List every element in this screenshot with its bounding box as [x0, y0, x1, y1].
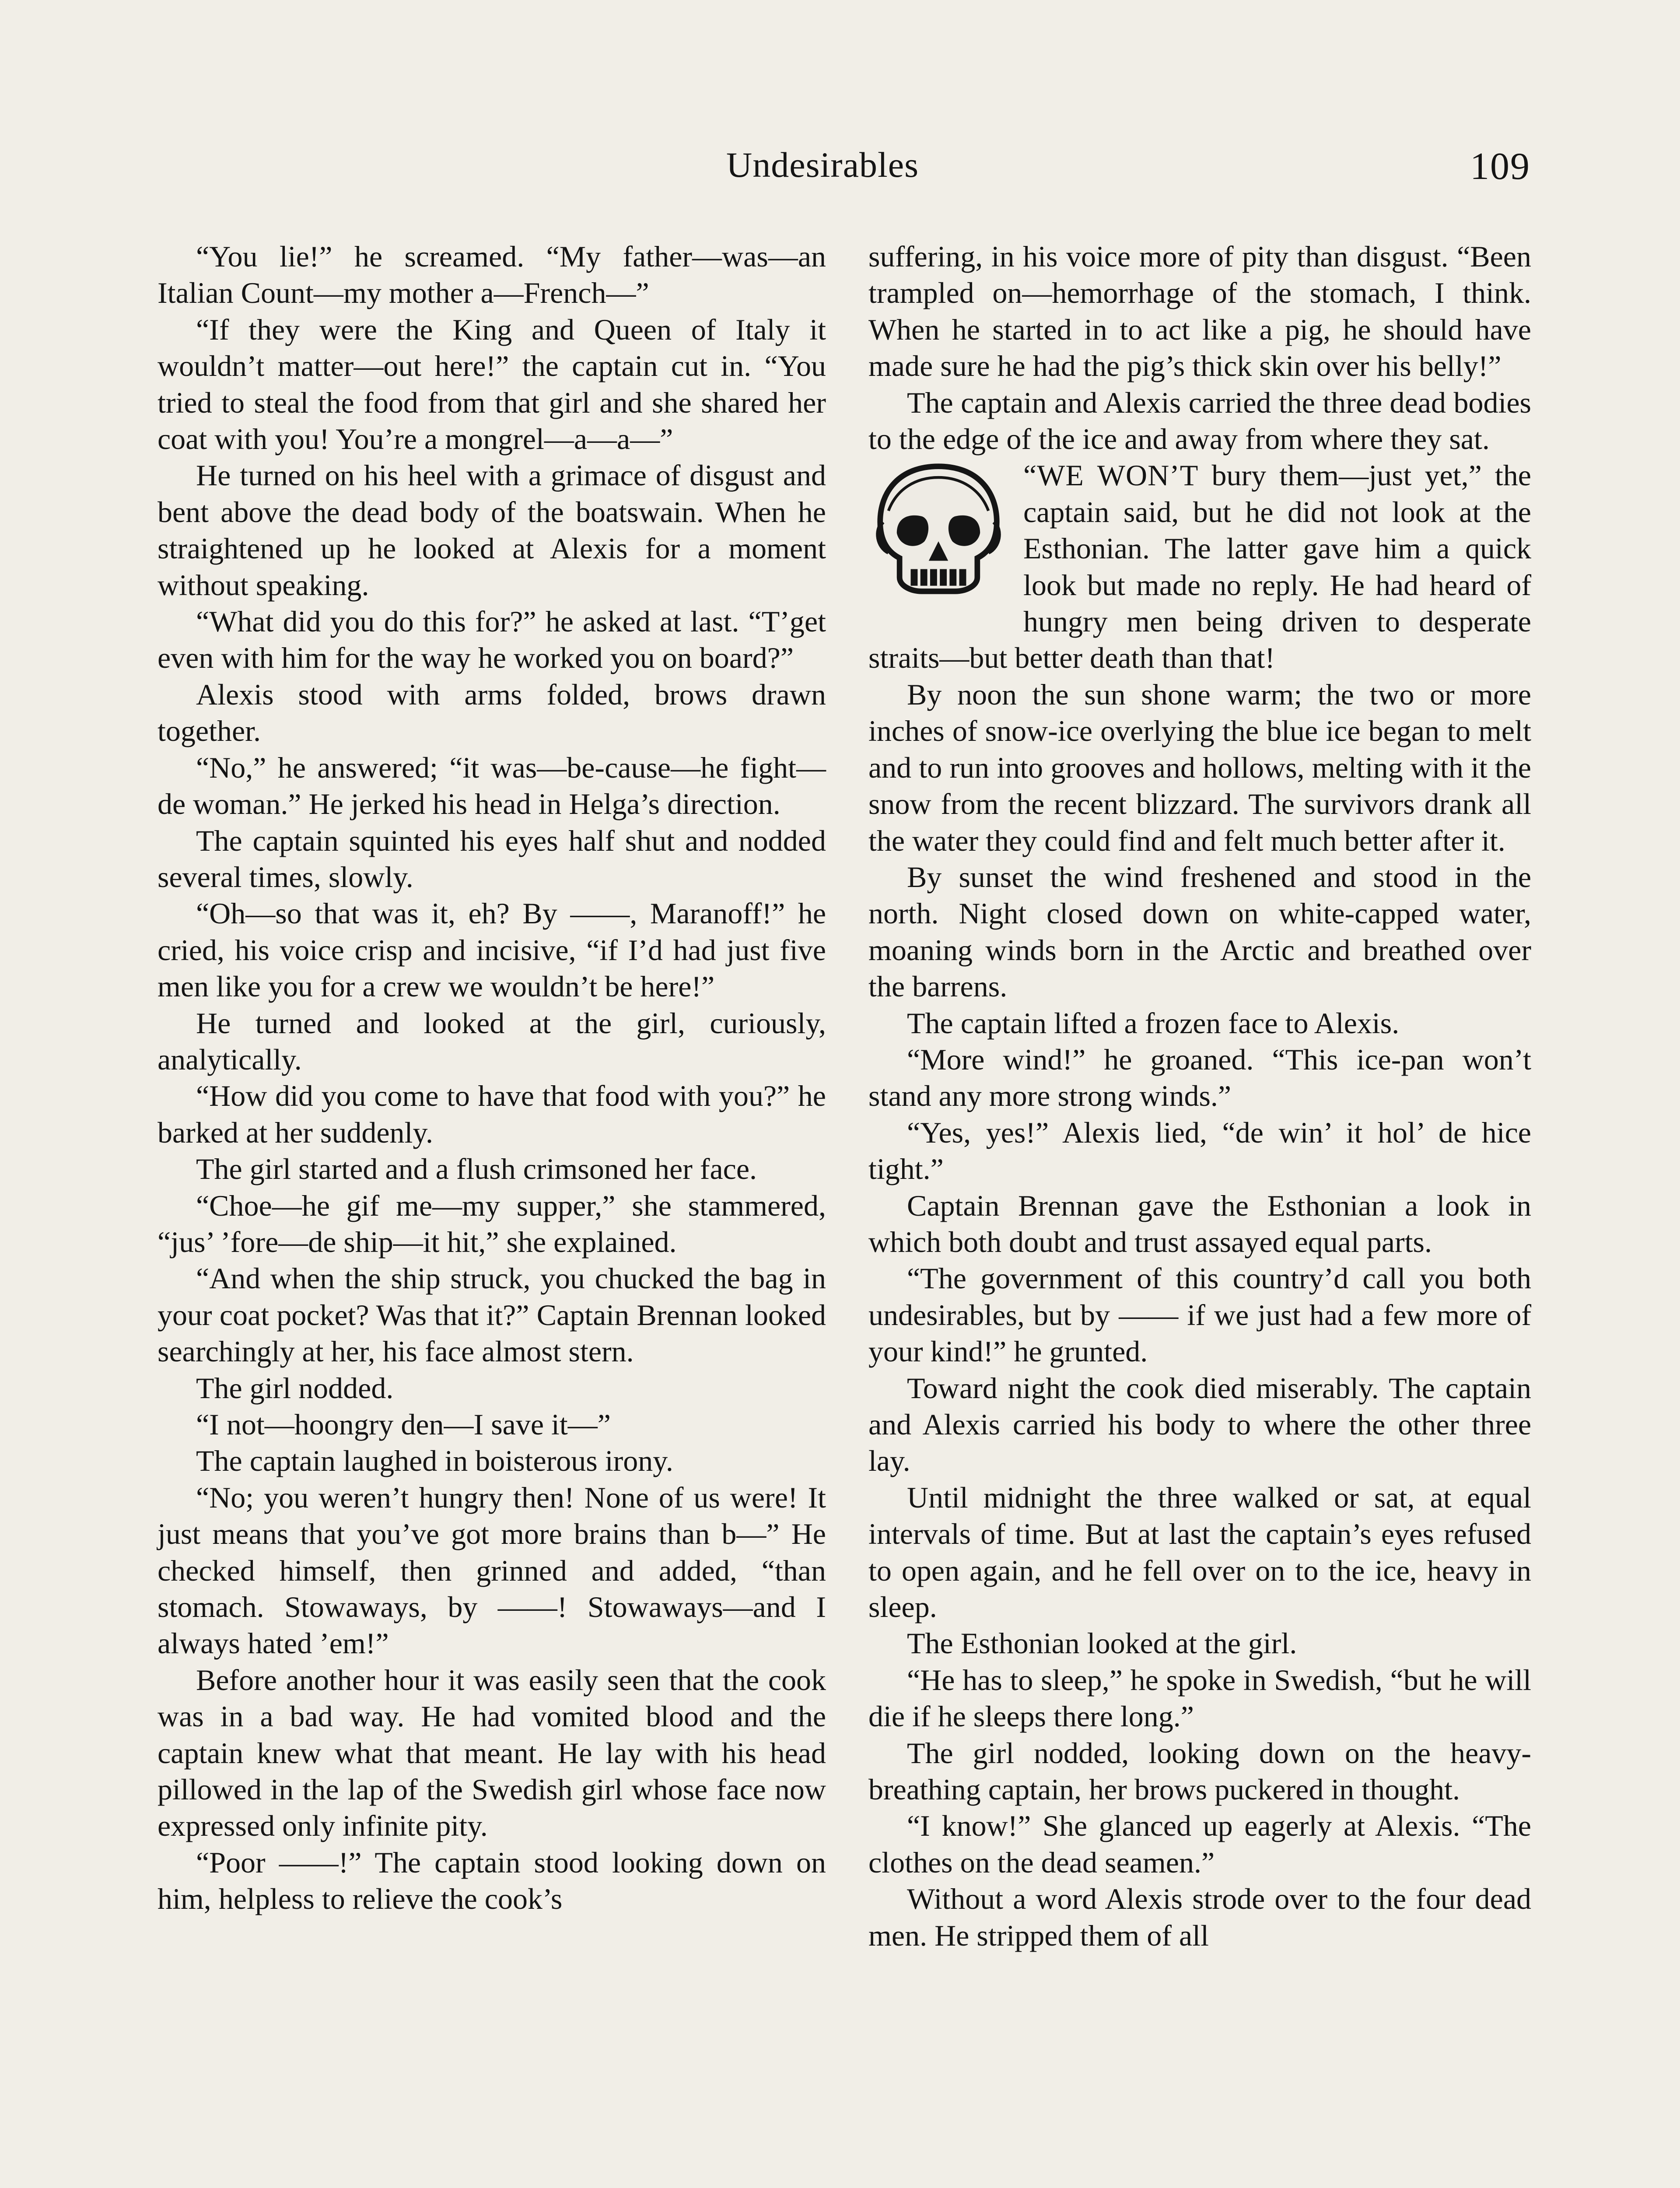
- section-opening-text: bury them—just yet,” the captain said, but he did not look at the Esthonian. The latter gave him a quick look but made no reply. He had heard of hungry men being driven to desperate straits—but better death than that!: [868, 459, 1531, 675]
- paragraph: “He has to sleep,” he spoke in Swedish, “but he will die if he sleeps there long.”: [868, 1663, 1531, 1733]
- paragraph: “You lie!” he screamed. “My father—was—an Italian Count—my mother a—French—”: [158, 240, 826, 310]
- paragraph: By noon the sun shone warm; the two or more inches of snow-ice overlying the blue ice began to melt and to run into grooves and hollows, melting with it the snow from the recent blizzard. The survivors drank all the water they could find and felt much better after it.: [868, 677, 1531, 857]
- paragraph: The girl nodded, looking down on the heavy-breathing captain, her brows puckered in thought.: [868, 1736, 1531, 1806]
- paragraph: “Poor ——!” The captain stood looking down on him, helpless to relieve the cook’s: [158, 1845, 826, 1916]
- paragraph: The captain squinted his eyes half shut and nodded several times, slowly.: [158, 824, 826, 894]
- paragraph: The girl started and a flush crimsoned her face.: [196, 1152, 757, 1186]
- running-head: Undesirables: [726, 145, 919, 185]
- right-column-bottom: [868, 677, 1531, 1954]
- paragraph: “Yes, yes!” Alexis lied, “de win’ it hol’ de hice tight.”: [868, 1115, 1531, 1186]
- paragraph: “No; you weren’t hungry then! None of us were! It just means that you’ve got more brains than b—” He checked himself, then grinned and added, “than stomach. Stowaways, by ——! Stowaways—and I always hated ’em!”: [158, 1480, 826, 1660]
- paragraph: Captain Brennan gave the Esthonian a look in which both doubt and trust assayed equal parts.: [868, 1189, 1531, 1259]
- paragraph: suffering, in his voice more of pity than disgust. “Been trampled on—hemorrhage of the stomach, I think. When he started in to act like a pig, he should have made sure he had the pig’s thick skin over his belly!”: [868, 240, 1531, 383]
- section-opening-caps: “WE WON’T: [1023, 459, 1199, 492]
- paragraph: “Oh—so that was it, eh? By ——, Maranoff!” he cried, his voice crisp and incisive, “if I’d had just five men like you for a crew we wouldn’t be here!”: [158, 897, 826, 1003]
- right-column-top: [868, 238, 1531, 457]
- paragraph: “If they were the King and Queen of Italy it wouldn’t matter—out here!” the captain cut in. “You tried to steal the food from that girl and she shared her coat with you! You’re a mongrel—a—a—”: [158, 312, 826, 456]
- paragraph: By sunset the wind freshened and stood in the north. Night closed down on white-capped water, moaning winds born in the Arctic and breathed over the barrens.: [868, 860, 1531, 1003]
- paragraph: He turned on his heel with a grimace of disgust and bent above the dead body of the boatswain. When he straightened up he looked at Alexis for a moment without speaking.: [158, 459, 826, 602]
- paragraph: “The government of this country’d call you both undesirables, but by —— if we just had a few more of your kind!” he grunted.: [868, 1262, 1531, 1368]
- paragraph: “Choe—he gif me—my supper,” she stammered, “jus’ ’fore—de ship—it hit,” she explained.: [158, 1189, 826, 1259]
- paragraph: The Esthonian looked at the girl.: [907, 1627, 1297, 1660]
- paragraph: “What did you do this for?” he asked at last. “T’get even with him for the way he worked you on board?”: [158, 605, 826, 675]
- paragraph: The girl nodded.: [196, 1371, 394, 1405]
- paragraph: “No,” he answered; “it was—be-cause—he fight—de woman.” He jerked his head in Helga’s direction.: [158, 750, 826, 821]
- paragraph: “How did you come to have that food with you?” he barked at her suddenly.: [158, 1079, 826, 1149]
- skull-icon: [868, 461, 1008, 605]
- paragraph: Toward night the cook died miserably. The captain and Alexis carried his body to where the other three lay.: [868, 1371, 1531, 1478]
- paragraph: “I not—hoongry den—I save it—”: [196, 1408, 611, 1441]
- paragraph: “More wind!” he groaned. “This ice-pan won’t stand any more strong winds.”: [868, 1042, 1531, 1113]
- paragraph: Before another hour it was easily seen that the cook was in a bad way. He had vomited blood and the captain knew what that meant. He lay with his head pillowed in the lap of the Swedish girl whose face now expressed only infinite pity.: [158, 1663, 826, 1843]
- paragraph: Alexis stood with arms folded, brows drawn together.: [158, 677, 826, 748]
- paragraph: “I know!” She glanced up eagerly at Alexis. “The clothes on the dead seamen.”: [868, 1809, 1531, 1879]
- right-column: [868, 238, 1531, 1954]
- page-number: 109: [1470, 145, 1530, 188]
- paragraph: He turned and looked at the girl, curiously, analytically.: [158, 1006, 826, 1076]
- left-column: [158, 238, 826, 1918]
- paragraph: Until midnight the three walked or sat, at equal intervals of time. But at last the captain’s eyes refused to open again, and he fell over on to the ice, heavy in sleep.: [868, 1480, 1531, 1624]
- paragraph: The captain and Alexis carried the three dead bodies to the edge of the ice and away from where they sat.: [868, 386, 1531, 456]
- paragraph: The captain laughed in boisterous irony.: [196, 1444, 673, 1478]
- paragraph: “And when the ship struck, you chucked the bag in your coat pocket? Was that it?” Captain Brennan looked searchingly at her, his face almost stern.: [158, 1262, 826, 1368]
- paragraph: The captain lifted a frozen face to Alexis.: [907, 1006, 1400, 1040]
- section-opening: [868, 457, 1531, 676]
- paragraph: Without a word Alexis strode over to the four dead men. He stripped them of all: [868, 1882, 1531, 1952]
